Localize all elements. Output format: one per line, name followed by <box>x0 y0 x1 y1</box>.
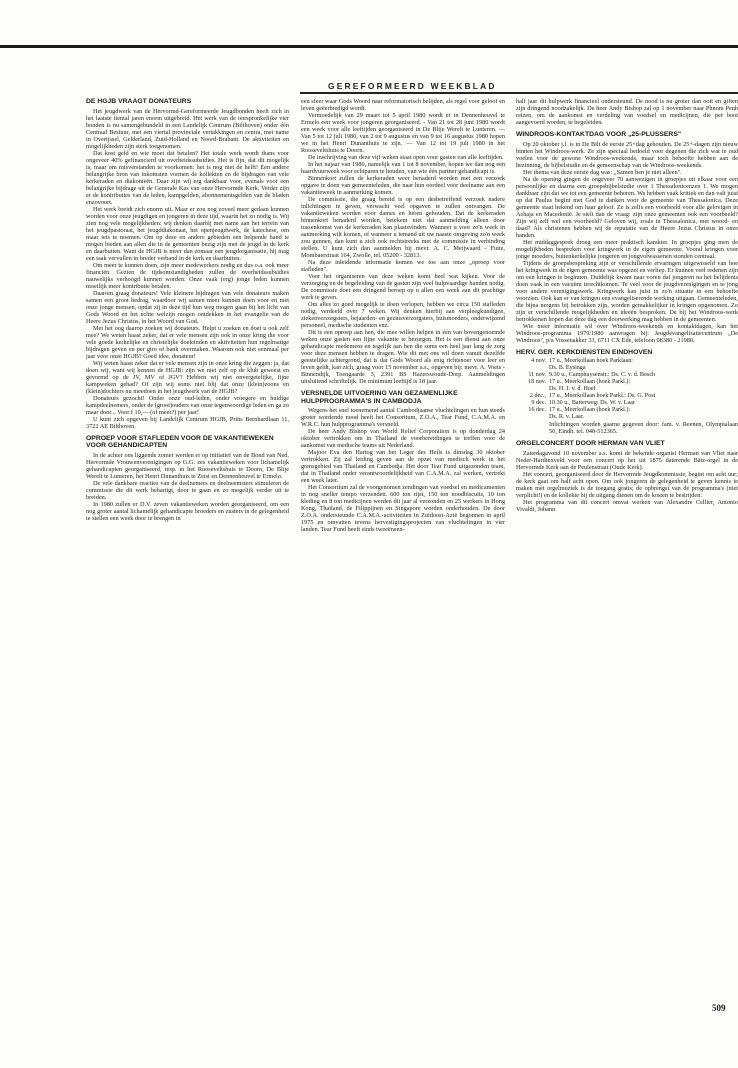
schedule-row <box>516 358 738 365</box>
paragraph: Het Consortium zal de voorgenomen zendingen van voedsel en medicamenten in nog sneller tempo verzenden. 600 ton rijst, 150 ton noodbiscuits, 10 ton kleding en 8 ton medicijnen werden dit jaar al verzonden en 25 werkers in Hong Kong, Thailand, de Filippijnen en Singapore worden onderhouden. De door Z.O.A. ondersteunde C.A.M.A.-activiteiten in Zuidoost-Azië begonnen in april 1975 en omvatten tevens hervestigingsprojecten van vluchtelingen in vier landen. Tear Fund heeft sinds tweeëneen- <box>301 484 505 534</box>
schedule-date: 11 nov. <box>528 372 546 379</box>
paragraph: Zaterdagavond 10 november a.s. komt de bekende organist Herman van Vliet naar Neder-Hardinxveld voor een concert op het uit 1875 daterende Bätz-orgel in de Hervormde Kerk aan de Peulenstraat (Oude Kerk). <box>516 449 738 471</box>
masthead: GEREFORMEERD WEEKBLAD <box>328 81 497 91</box>
schedule-row <box>516 414 738 421</box>
article-heading: ORGELCONCERT DOOR HERMAN VAN VLIET <box>516 440 665 448</box>
header-rule <box>300 92 738 94</box>
schedule-row <box>516 393 738 400</box>
paragraph: De inschrijving van deze vijf weken staat open voor gasten van alle leeftijden. <box>308 154 504 161</box>
schedule-date: 4 nov. <box>531 358 546 365</box>
paragraph: Inlichtingen worden gaarne gegeven door: fam. v. Reenen, Olympialaan 50, Eindh. tel. 040-512365. <box>549 421 738 436</box>
schedule-text: 17 u., Meerkollaan (hoek Parkl.): <box>549 407 631 414</box>
paragraph: een sfeer waar Gods Woord naar reformatorisch belijden, als regel voor geloof en leven geëerbiedigd wordt. <box>301 98 505 112</box>
paragraph: De heer Andy Bishop van World Relief Corporation is op donderdag 24 oktober vertrokken om in Thailand de voorbereidingen te treffen voor de aankomst van medische teams uit Nederland. <box>301 428 505 450</box>
paragraph: Met het oog daarop zoeken wij donateurs. Helpt u zoeken en doet u ook zelf mee? We weten haast zeker, dat er vele mensen zijn ook in onze kring die voor vele goede kerkelijke en christelijke doeleinden en aktiviteiten hun regelmatige bijdragen geven en per giro of bank overmaken. Waarom ook niet eenmaal per jaar voor onze HGJB? Goed idee, donateur! <box>86 324 289 360</box>
paragraph: Wie meer informatie wil over Windroos-weekends en kontaktdagen, kan het Windroos-programma 1979/1980 aanvragen bij: Jeugdevangelisatiecentrum „De Windroos", p/a Vossenakker 33, 6711 CX Ede, telefoon 08380 - 21980. <box>516 322 738 344</box>
paragraph: Voor het organiseren van deze weken komt heel wat kijken. Voor de verzorging en de begeleiding van de gasten zijn veel hulpvaardige handen nodig. De commissie doet een dringend beroep op u allen een week aan dit prachtige werk te geven. <box>301 273 505 301</box>
article-heading: VERSNELDE UITVOERING VAN GEZAMENLIJKE HULPPROGRAMMA'S IN CAMBODJA <box>301 390 458 405</box>
schedule-text: 9.30 u., Camphuysenstr.: Ds. C. v. d. Bosch <box>549 372 656 379</box>
schedule-row <box>516 386 738 393</box>
paragraph: Het concert, georganiseerd door de Hervormde Jeugdkommissie, begint om acht uur; de kerk gaat om half acht open. Om ook jongeren de gelegenheid te geven kennis te maken met orgelmuziek is de toegang gratis; de opbrengst van de programma's (niet verplicht!) en de kollekte bij de uitgang dienen om de kosten te bestrijden. <box>516 470 738 499</box>
paragraph: Wij weten haast zeker dat er vele mensen zijn in onze kring die zeggen: ja, dat doen wij, want wij kennen de HGJB: zijn we niet zelf op de klub geweest en gevormd op de JV, MV of JGV? Hebben wij niet onvergetelijke, fijne kampweken gehad? Of zijn wij soms niet blij dat onze (klein)zoons en (klein)dochters nu meedoen in het jeugdwerk van de HGJB? <box>86 359 289 395</box>
paragraph: Om alles zo goed mogelijk te doen verlopen, hebben we circa 150 stafleden nodig, verdeeld over 7 weken. Wij denken hierbij aan verpleegkundigen, ziekenverzorgsters, bejaarden- en gezinsverzorgsters, huismoeders, onderwijzend personeel, medische studenten enz. <box>301 301 505 329</box>
top-border <box>0 45 738 48</box>
paragraph: Daarom graag donateurs! Vele kleinere bijdragen van vele donateurs maken samen een groot bedrag, waardoor wij samen meer kunnen doen voor en met onze jonge mensen, opdat zij in deze tijd hun weg mogen gaan bij het licht van Gods Woord en het echte welzijn mogen ontdekken in het evangelie van de Heere Jezus Christus, in het Woord van God. <box>86 289 289 325</box>
paragraph: Vermoedelijk van 29 maart tot 5 april 1980 wordt er in Dennenheuvel te Ermelo een week voor jongeren georganiseerd. - Van 21 tot 28 juni 1980 wordt een week voor alle leeftijden georganiseerd in De Blije Werelt te Lunteren. — Van 5 tot 12 juli 1980, van 2 tot 9 augustus en van 9 tot 16 augustus 1980 hopen we in het Henri Dunanthuis te zijn. — Van 12 tot 19 juli 1980 in het Rooseveltshuis te Doorn. <box>301 112 505 154</box>
paragraph: Het thema van deze eerste dag was: „Samen ben je niet alleen". <box>523 168 682 176</box>
article-heading: HERV. GER. KERKDIENSTEN EINDHOVEN <box>516 348 653 356</box>
paragraph: Dat kost geld en wie moet dat betalen? Het totale werk wordt thans voor ongeveer 40% gefinancierd uit overheidssubsidies. Het is fijn, dat dit mogelijk is, maar om misverstanden te voorkomen: het is nog niet de helft! Een andere belangrijke bron van inkomsten vormen de kollekten en de bijdragen van vele kerkeraden en diakonieën. Daar zijn wij erg dankbaar voor, evenals voor een belangrijke bijdrage uit de Generale Kas van onze Hervormde Kerk. Verder zijn er de kontributies van de leden, kampgelden, abonnementsgelden van de bladen enzovoort. <box>86 149 289 206</box>
schedule-date <box>516 365 549 372</box>
schedule-row <box>516 407 738 414</box>
schedule-text: Ds. R. v. Laar. <box>549 414 584 421</box>
article-heading: WINDROOS-KONTAKTDAG VOOR „25-PLUSSERS" <box>516 131 682 138</box>
schedule-text: 10.30 u., Batterweg: Ds. W. v. Laar <box>549 400 635 407</box>
schedule-text: 17 u., Meerkollaan hoek Parkl.: Ds. G. Post <box>549 393 656 400</box>
column-3 <box>516 98 738 1003</box>
paragraph: De commissie, die graag bereid is op een desbetreffend verzoek nadere inlichtingen te geven, verwacht veel opgaven te zullen ontvangen. De vakantieweken worden voor dames en heren gehouden. Dat de kerkeraden binnenkort benaderd worden, betekent niet dat aanmelding alleen door tussenkomst van de kerkeraden kan plaatsvinden. Wanneer u voor zo'n week in aanmerking wilt komen, of wanneer u iemand uit uw naaste omgeving zo'n week zou gunnen, dan kunt u zich ook rechtstreeks met de commissie in verbinding stellen. U kunt zich dan aanmelden bij mevr. A. C. Meijwaard - Fuite, Mombaerstraat 164, Zwolle, tel. 05200 - 32813. <box>301 196 505 259</box>
paragraph: Donateurs gezocht! Onder onze oud-leden, onder vroegere en huidige kampdeelnemers, onder de (groot)ouders van onze tegenwoordige leden en ga zo maar door... Voor f 10,— (of meer?) per jaar! <box>86 394 289 416</box>
paragraph: Op 20 oktober j.l. is in De Bilt de eerste 25+dag gehouden. De 25+-dagen zijn nieuw binnen het Windroos-werk. Ze zijn speciaal bedoeld voor degenen die zich wat te oud voelen voor de gewone Windroos-weekends, maar toch behoefte hebben aan de bezinning, de bijbelstudie en de gemeenschap van de Windroos-weekends. <box>516 140 738 169</box>
paragraph: Dit is een oproep aan hen, die mee willen helpen in één van bovengenoemde weken onze gasten een fijne vakantie te bezorgen. Het is een dienst aan onze gehandicapte medemens en tegelijk aan hen die soms een heel jaar lang de zorg voor deze mensen hebben te dragen. Wie dit met ons wil doen vanuit dezelfde geestelijke achtergrond, dat is dat Gods Woord als enig richtsnoer voor leer en leven geldt, kan zich, graag voor 15 november a.s., opgeven bij: mevr. A. Voets - Binnendijk, Toengaarde 3, 2391 BS Hazerswoude-Dorp. Aanmeldingen uitsluitend schriftelijk. De minimum leeftijd is 18 jaar. <box>301 329 505 385</box>
page-number: 509 <box>712 1003 726 1013</box>
schedule-date: 9 dec. <box>531 400 546 407</box>
paragraph: Het programma van dit concert omvat werken van Alexandre Cellier, Antonio Vivaldi, Johann <box>516 498 738 513</box>
schedule-date: 16 dec. <box>528 407 546 414</box>
schedule-row <box>516 365 738 372</box>
paragraph: Het werk breidt zich enorm uit. Maar er zou nog zoveel meer gedaan kunnen worden voor onze jeugdigen en jongeren in deze tijd, waarin het zo nodig is. Wij zien nog vele mogelijkheden: wij denken daarbij met name aan het terrein van het jeugdpastoraat, het jeugddiakonaat, het openjeugdwerk, de katechese, om maar iets te noemen. Om op deze en andere gebieden een helpende hand te mogen bieden aan allen die in de gemeenten bezig zijn met de jeugd in de kerk en daarbuiten. Want de HGJB is meer dan zomaar een jeugdorganisatie, hij mag een taak vervullen in breder verband in de kerk en daarbuiten. <box>86 205 289 262</box>
column-2 <box>301 98 505 1003</box>
schedule-date: 2 dec., <box>529 393 546 400</box>
schedule-text: 17 u., Meerkollaan (hoek Parkl.): <box>549 379 631 386</box>
schedule-text: Ds. H. J. v. d. Hoef <box>549 386 596 393</box>
paragraph: De vele dankbare reacties van de deelnemers en deelneemsters stimuleren de commissie die dit werk behartigt, door te gaan en zo mogelijk verder uit te breiden. <box>86 479 289 501</box>
paragraph: Wegens het snel toenemend aantal Cambodjaanse vluchtelingen en hun steeds groter wordende nood heeft het Consortium, Z.O.A., Tear Fund, C.A.M.A. en W.R.C. hun hulpprogramma's versneld. <box>301 407 505 429</box>
article-heading: DE HGJB VRAAGT DONATEURS <box>86 98 192 105</box>
paragraph: Om meer te kunnen doen, zijn meer medewerkers nodig en dus o.a. ook meer financiën. Gezien de tijdsomstandigheden zullen de overheidssubsidies nauwelijks verhoogd kunnen worden. Onze vaak (erg) jonge leden kunnen moeilijk meer kontributie betalen. <box>86 261 289 290</box>
schedule-date: 18 nov. <box>528 379 546 386</box>
paragraph: In de achter ons liggende zomer werden er op initiatief van de Bond van Ned. Hervormde Vrouwenverenigingen op G.G. zes vakantieweken voor lichamelijk gehandicapten georganiseerd, resp. in het Rooseveltshuis te Doorn, De Blije Werelt te Lunteren, het Henri Dunanthuis te Zeist en Dennenheuvel te Ermelo. <box>86 451 289 480</box>
paragraph: Majoor Eva den Hartog van het Leger des Heils is dinsdag 30 oktober vertrokken. Zij zal leiding geven aan de opzet van medisch werk in het grensgebied van Thailand en Cambodja. Het door Tear Fund uitgezonden team, dat in Thailand onder verantwoordelijkheid van C.A.M.A. zal werken, vertrekt een week later. <box>301 449 505 485</box>
service-schedule <box>516 358 738 421</box>
paragraph: In het najaar van 1980, namelijk van 1 tot 8 november, hopen we dan nog een haardvuurweek voor echtparen te houden, van wie één partner gehandicapt is. <box>301 161 505 175</box>
paragraph: U kunt zich opgeven bij Landelijk Centrum HGJB, Prins Bernhardlaan 11, 3722 AE Bilthoven. <box>86 415 289 430</box>
paragraph: Na de opening gingen de ongeveer 70 aanwezigen in groepjes uit elkaar voor een persoonlijke en daarna een groepsbijbelstudie over 1 Thessalonicenzen 1. We mogen dankbaar zijn dat we tot een gemeente behoren. We hebben vaak kritiek en dan valt juist op dat Paulus begint met God te danken voor de gemeente van Thessalonica. Deze gemeente staat bekend om haar geloof. Ze is zelfs een voorbeeld voor alle gelovigen in Achaja en Macedonië. Je stelt dan de vraag: zijn onze gemeenten ook een voorbeeld? Zijn wij zelf wel een voorbeeld? Geloven wij, zoals in Thessalonica, met woord- en daad? Als christenen hebben wij de reputatie van de Heere Jezus Christus in onze handen. <box>516 175 738 239</box>
paragraph: Na deze inleidende informatie komen we toe aan onze „oproep voor stafleden". <box>301 259 505 273</box>
paragraph: Het jeugdwerk van de Hervormd-Gereformeerde Jeugdbonden heeft zich in het laatste tiental jaren enorm uitgebreid. Het werk van de oorspronkelijke vier bonden is nu samengebundeld in een Landelijk Centrum (Bilthoven) onder één Centraal Bestuur, met een viertal provinciale vertakkingen en centra, met name in Overijssel, Gelderland, Zuid-Holland en Noord-Brabant. De aktiviteiten en mogelijkheden zijn sterk toegenomen. <box>86 107 289 150</box>
schedule-text: 17 u., Meerkollaan hoek Parklaan: <box>549 358 633 365</box>
paragraph: half jaar dit hulpwerk financieel ondersteund. De nood is nu groter dan ooit en giften zijn dringend noodzakelijk. De heer Andy Bishop zal op 1 november naar Phnom Penh reizen, om de aankomst en verdeling van voedsel en medicijnen, die per boot aangevoerd worden, te begeleiden. <box>516 98 738 126</box>
paragraph: Het middaggesprek droeg een meer praktisch karakter. In groepjes ging men de mogelijkheden bespreken voor kringwerk in de eigen gemeente. Vooral kringen voor jonge moeders, buitenkerkelijke jongeren en jongvolwassenen stonden centraal. <box>516 238 738 260</box>
schedule-date <box>516 414 549 421</box>
schedule-date <box>516 386 549 393</box>
schedule-text: Ds. B. Eysinga <box>549 365 586 372</box>
article-heading: OPROEP VOOR STAFLEDEN VOOR DE VAKANTIEWEKEN VOOR GEHANDICAPTEN <box>86 434 274 450</box>
paragraph: Tijdens de groepsbespreking zijn er verschillende ervaringen uitgewisseld van hoe het kringwerk in de eigen gemeente was opgezet en verliep. Er kunnen veel redenen zijn om een kringen te beginnen. Duidelijk kwam naar voren dat jongeren na het belijdenis doen vaak in een vacuüm terechtkomen. Te veel voor de jeugdverenigingen en te jong voor andere verenigingswerk. Kringwerk kan juist in zo'n situatie in een behoefte voorzien. Ook kan er van kringen een evangeliserende werking uitgaan. Gemeenteleden, die bijna nergens bij betrokken zijn, worden gemakkelijker in kringen opgenomen. Zo zijn er verschillende mogelijkheden en ideeën besproken. De bij het Windroos-werk betrokkenen hopen dat deze dag een doorwerking mag hebben in de gemeenten. <box>516 259 738 323</box>
paragraph: In 1980 zullen er D.V. zeven vakantieweken worden georganiseerd, om een nog groter aantal lichamelijk gehandicapte broeders en zusters in de gelegenheid te stellen een week door te brengen in <box>86 500 289 522</box>
paragraph: Binnenkort zullen de kerkeraden weer benaderd worden met een verzoek opgave te doen van gemeenteleden, die naar hun oordeel voor deelname aan een vakantieweek in aanmerking komen. <box>301 175 505 196</box>
column-1 <box>86 98 289 1003</box>
